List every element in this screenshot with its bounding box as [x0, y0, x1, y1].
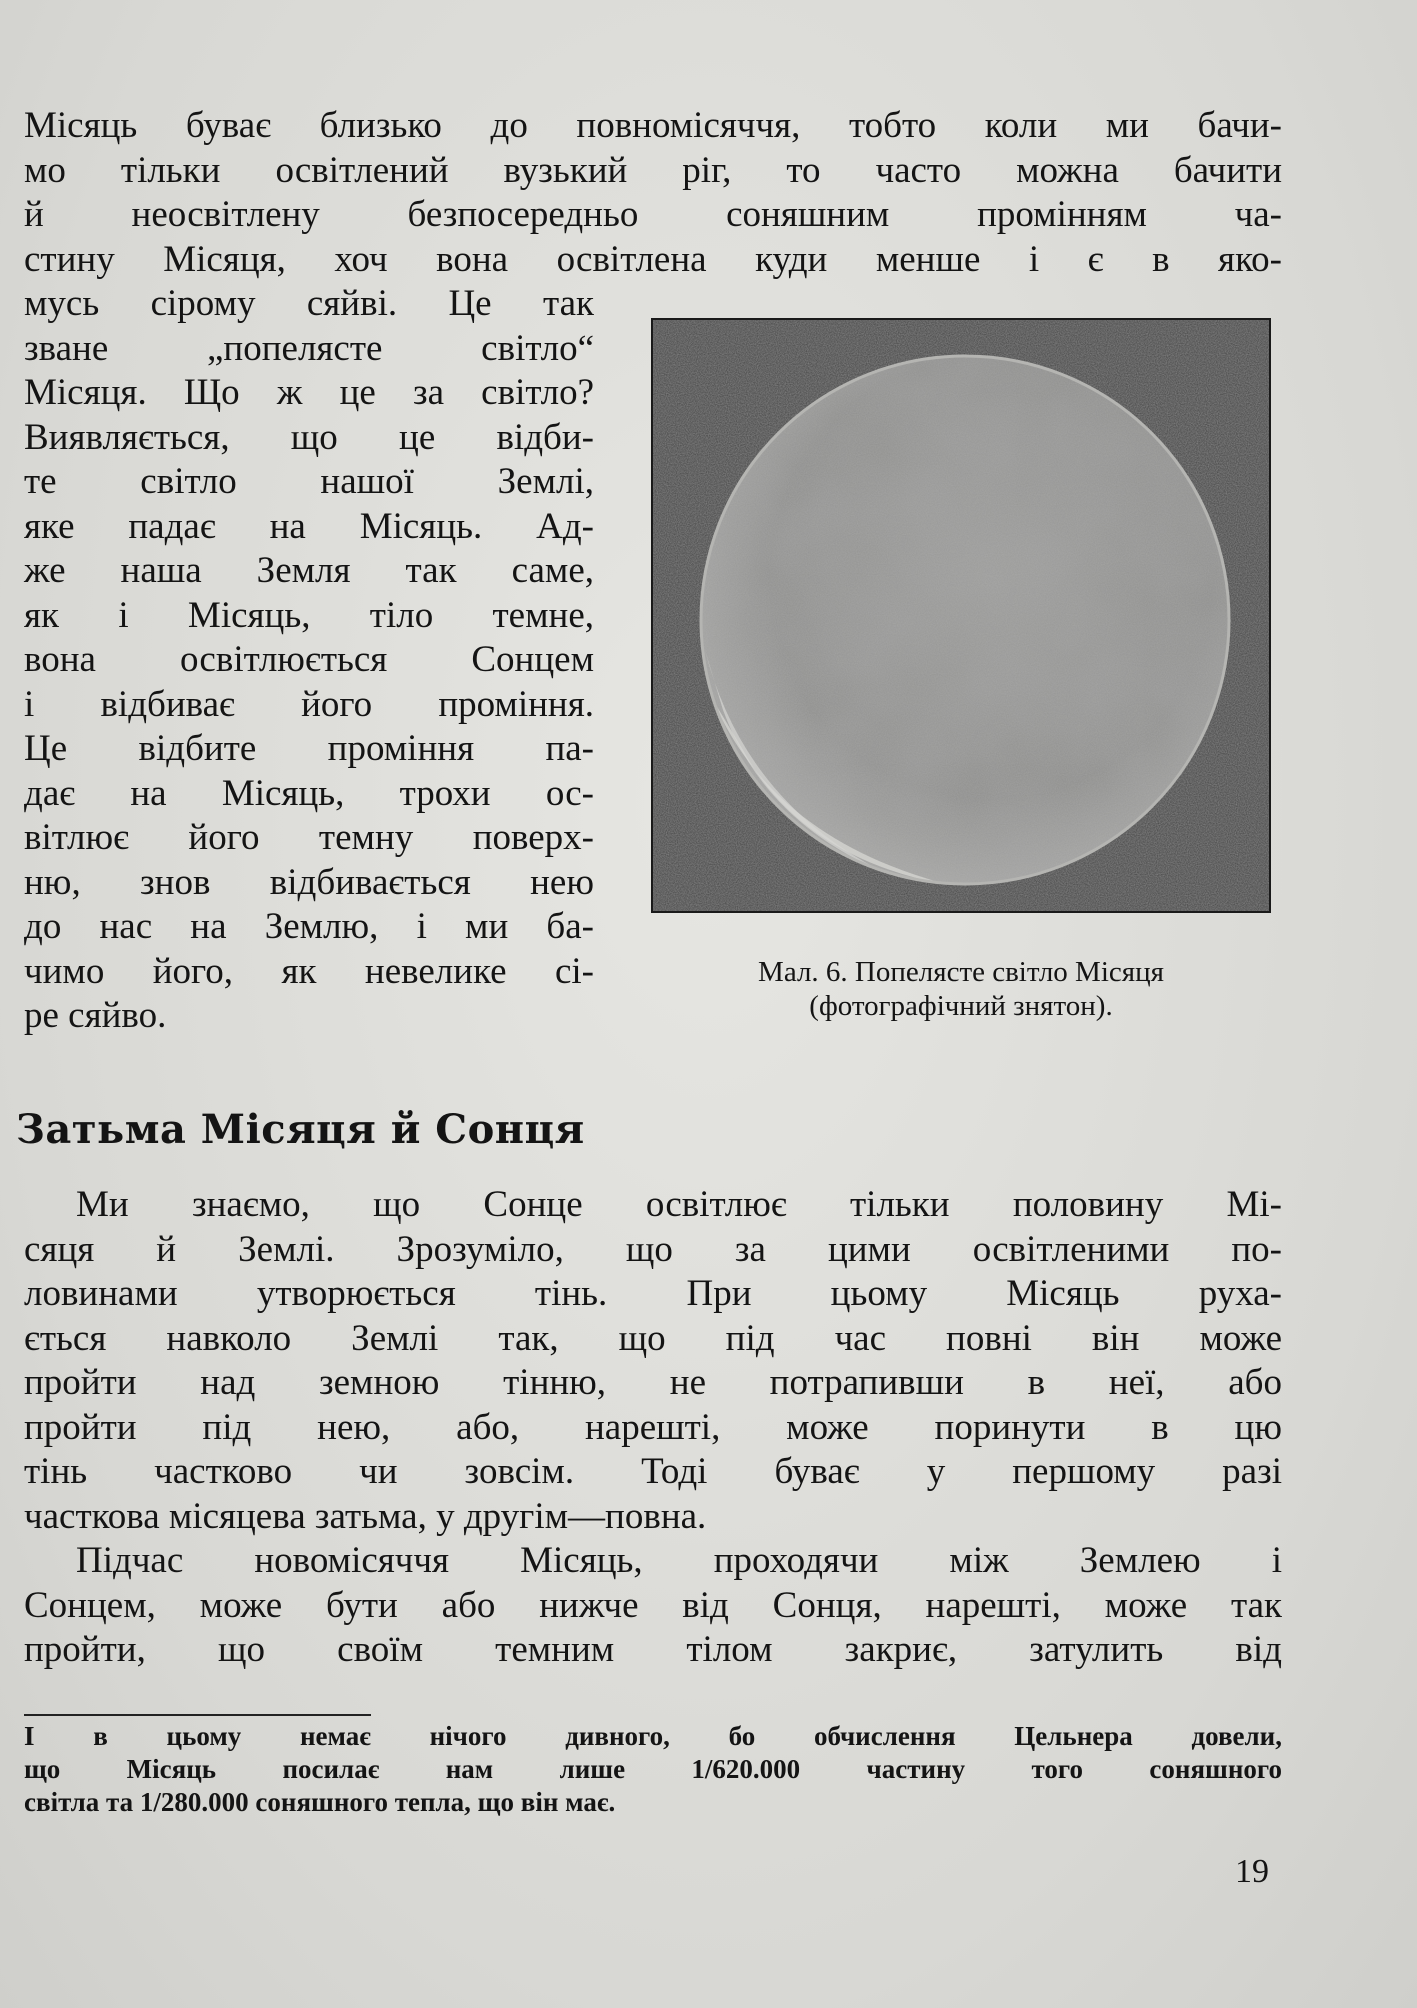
- footnote-line: І в цьому немає нічого дивного, бо обчислення Цельнера довели,: [24, 1721, 1282, 1751]
- text-line: Ми знаємо, що Сонце освітлює тільки половину Мі-: [76, 1184, 1282, 1225]
- text-line: пройти під нею, або, нарешті, може поринути в цю: [24, 1406, 1282, 1448]
- intro-paragraph-column: [24, 282, 594, 1039]
- moon-photo-image: [653, 320, 1269, 911]
- page-number: 19: [1235, 1853, 1269, 1890]
- text-line: мо тільки освітлений вузький ріг, то часто можна бачити: [24, 149, 1282, 191]
- text-line: ню, знов відбивається нею: [24, 861, 594, 903]
- text-line: же наша Земля так саме,: [24, 550, 594, 591]
- text-line: пройти, що своїм темним тілом закриє, затулить від: [24, 1629, 1282, 1670]
- section-heading: Затьма Місяця й Сонця: [16, 1106, 585, 1153]
- text-line: вона освітлюється Сонцем: [24, 639, 594, 680]
- text-line: Місяць буває близько до повномісяччя, тобто коли ми бачи-: [24, 105, 1282, 146]
- text-line: Виявляється, що це відби-: [24, 416, 594, 458]
- text-line: і відбиває його проміння.: [24, 683, 594, 725]
- text-line: як і Місяць, тіло темне,: [24, 594, 594, 636]
- caption-line: (фотографічний знятон).: [809, 990, 1113, 1022]
- text-line: Підчас новомісяччя Місяць, проходячи між Землею і: [76, 1540, 1282, 1581]
- text-line: мусь сірому сяйві. Це так: [24, 283, 594, 324]
- text-line: вітлює його темну поверх-: [24, 817, 594, 858]
- text-line: дає на Місяць, трохи ос-: [24, 772, 594, 814]
- text-line: Це відбите проміння па-: [24, 728, 594, 769]
- section-paragraph-1: [24, 1183, 1282, 1539]
- text-line: чимо його, як невелике сі-: [24, 950, 594, 992]
- text-line: сяця й Землі. Зрозуміло, що за цими освітленими по-: [24, 1228, 1282, 1270]
- text-line: стину Місяця, хоч вона освітлена куди менше і є в яко-: [24, 238, 1282, 280]
- footnote: [24, 1720, 1282, 1819]
- caption-line: Мал. 6. Попелясте світло Місяця: [758, 956, 1164, 988]
- text-line: зване „попелясте світло“: [24, 327, 594, 369]
- text-line: й неосвітлену безпосередньо соняшним промінням ча-: [24, 194, 1282, 235]
- text-line: пройти над земною тінню, не потрапивши в неї, або: [24, 1362, 1282, 1403]
- text-line: Місяця. Що ж це за світло?: [24, 372, 594, 413]
- intro-paragraph-top: [24, 104, 1282, 282]
- text-line: ре сяйво.: [24, 995, 167, 1036]
- text-line: ється навколо Землі так, що під час повні він може: [24, 1317, 1282, 1359]
- figure-caption: [651, 955, 1271, 1023]
- text-line: часткова місяцева затьма, у другім—повна.: [24, 1495, 707, 1537]
- text-line: ловинами утворюється тінь. При цьому Місяць руха-: [24, 1273, 1282, 1314]
- text-line: тінь частково чи зовсім. Тоді буває у першому разі: [24, 1451, 1282, 1492]
- footnote-line: що Місяць посилає нам лише 1/620.000 частину того соняшного: [24, 1754, 1282, 1784]
- text-line: те світло нашої Землі,: [24, 461, 594, 502]
- moon-photo-figure: [651, 318, 1271, 913]
- section-paragraph-2: [24, 1539, 1282, 1673]
- footnote-divider: [24, 1714, 371, 1716]
- text-line: яке падає на Місяць. Ад-: [24, 505, 594, 547]
- text-line: Сонцем, може бути або нижче від Сонця, нарешті, може так: [24, 1584, 1282, 1626]
- text-line: до нас на Землю, і ми ба-: [24, 906, 594, 947]
- footnote-line: світла та 1/280.000 соняшного тепла, що він має.: [24, 1787, 616, 1817]
